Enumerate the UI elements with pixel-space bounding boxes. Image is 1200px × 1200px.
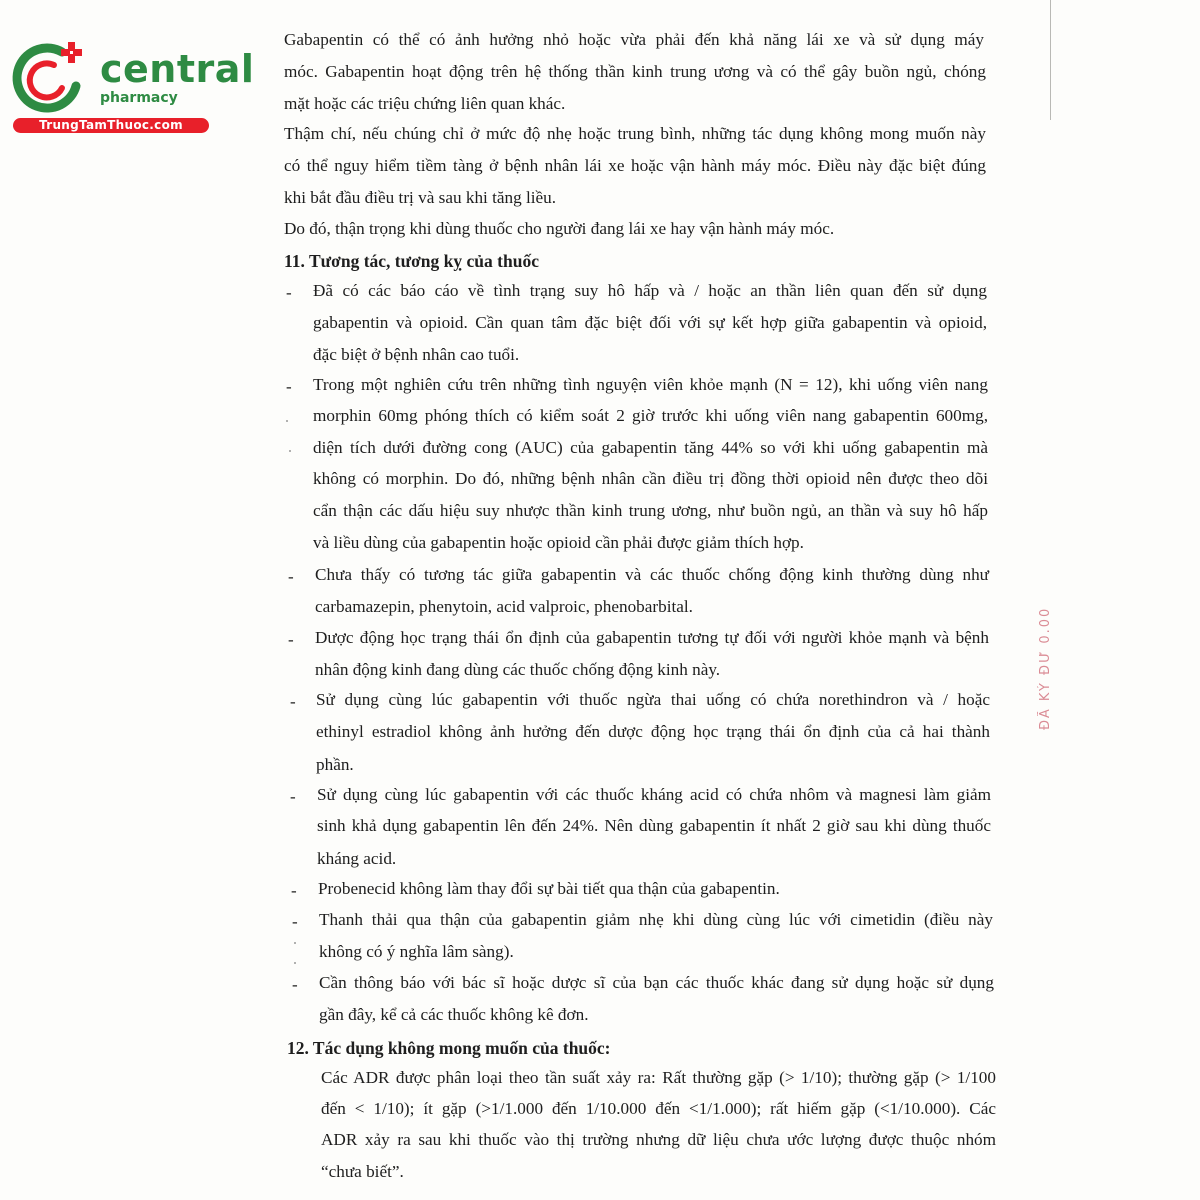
bullet-dash: - xyxy=(288,567,294,586)
adr-line: ADR xảy ra sau khi thuốc vào thị trường nhưng dữ liệu chưa ước lượng được thuộc nhóm xyxy=(321,1130,996,1149)
intro-line: có thể nguy hiểm tiềm tàng ở bệnh nhân lái xe hoặc vận hành máy móc. Điều này đặc biệt đúng xyxy=(284,156,986,175)
interaction-item-line: nhân động kinh đang dùng các thuốc chống động kinh này. xyxy=(315,660,721,679)
adr-line: đến < 1/10); ít gặp (>1/1.000 đến 1/10.000 đến <1/1.000); rất hiếm gặp (<1/10.000). Các xyxy=(321,1099,996,1118)
bullet-dash: - xyxy=(288,630,294,649)
intro-line: móc. Gabapentin hoạt động trên hệ thống thần kinh trung ương và có thể gây buồn ngủ, chóng xyxy=(284,62,986,81)
interaction-item-line: và liều dùng của gabapentin hoặc opioid cần phải được giảm thích hợp. xyxy=(313,533,804,552)
approval-stamp: ĐÃ KÝ ĐƯ 0.00 xyxy=(1038,606,1053,730)
bullet-dash: - xyxy=(291,881,297,900)
intro-line: mặt hoặc các triệu chứng liên quan khác. xyxy=(284,94,566,113)
intro-line: Do đó, thận trọng khi dùng thuốc cho người đang lái xe hay vận hành máy móc. xyxy=(284,219,835,238)
intro-line: Gabapentin có thể có ảnh hưởng nhỏ hoặc vừa phải đến khả năng lái xe và sử dụng máy xyxy=(284,30,984,49)
interaction-item-line: morphin 60mg phóng thích có kiểm soát 2 giờ trước khi uống viên nang gabapentin 600mg, xyxy=(313,406,988,425)
section-11-heading: 11. Tương tác, tương kỵ của thuốc xyxy=(284,251,539,271)
interaction-item-line: cẩn thận các dấu hiệu suy nhược thần kinh trung ương, như buồn ngủ, an thần và suy hô hấp xyxy=(313,501,988,520)
bullet-dash: - xyxy=(290,787,296,806)
interaction-item-line: Trong một nghiên cứu trên những tình nguyện viên khỏe mạnh (N = 12), khi uống viên nang xyxy=(313,375,988,394)
interaction-item-line: Cần thông báo với bác sĩ hoặc dược sĩ của bạn các thuốc khác đang sử dụng hoặc sử dụng xyxy=(319,973,994,992)
interaction-item-line: đặc biệt ở bệnh nhân cao tuổi. xyxy=(313,345,520,364)
interaction-item-line: Probenecid không làm thay đổi sự bài tiết qua thận của gabapentin. xyxy=(318,879,780,898)
section-12-heading: 12. Tác dụng không mong muốn của thuốc: xyxy=(287,1038,611,1058)
interaction-item-line: kháng acid. xyxy=(317,849,397,868)
interaction-item-line: Thanh thải qua thận của gabapentin giảm nhẹ khi dùng cùng lúc với cimetidin (điều này xyxy=(319,910,993,929)
interaction-item-line: Sử dụng cùng lúc gabapentin với thuốc ngừa thai uống có chứa norethindron và / hoặc xyxy=(316,690,990,709)
logo-sub-text: pharmacy xyxy=(100,90,178,106)
scan-speck xyxy=(294,962,296,964)
central-pharmacy-logo xyxy=(10,38,255,138)
intro-line: Thậm chí, nếu chúng chỉ ở mức độ nhẹ hoặc trung bình, những tác dụng không mong muốn này xyxy=(284,124,986,143)
interaction-item-line: gabapentin và opioid. Cần quan tâm đặc biệt đối với sự kết hợp giữa gabapentin và opioid, xyxy=(313,313,987,332)
bullet-dash: - xyxy=(290,692,296,711)
logo-brand-text: central xyxy=(100,47,255,91)
logo-website-badge: TrungTamThuoc.com xyxy=(13,118,209,133)
interaction-item-line: gần đây, kể cả các thuốc không kê đơn. xyxy=(319,1005,589,1024)
interaction-item-line: carbamazepin, phenytoin, acid valproic, phenobarbital. xyxy=(315,597,693,616)
interaction-item-line: Đã có các báo cáo về tình trạng suy hô hấp và / hoặc an thần liên quan đến sử dụng xyxy=(313,281,987,300)
scan-speck xyxy=(286,420,288,422)
bullet-dash: - xyxy=(292,912,298,931)
interaction-item-line: diện tích dưới đường cong (AUC) của gabapentin tăng 44% so với khi uống gabapentin mà xyxy=(313,438,988,457)
page-fold-line xyxy=(1050,0,1051,120)
interaction-item-line: ethinyl estradiol không ảnh hưởng đến dược động học trạng thái ổn định của cả hai thành xyxy=(316,722,990,741)
adr-line: Các ADR được phân loại theo tần suất xảy ra: Rất thường gặp (> 1/10); thường gặp (> 1/100 xyxy=(321,1068,996,1087)
bullet-dash: - xyxy=(286,283,292,302)
interaction-item-line: Chưa thấy có tương tác giữa gabapentin và các thuốc chống động kinh thường dùng như xyxy=(315,565,989,584)
interaction-item-line: không có ý nghĩa lâm sàng). xyxy=(319,942,514,961)
bullet-dash: - xyxy=(292,975,298,994)
scan-speck xyxy=(289,450,291,452)
interaction-item-line: Dược động học trạng thái ổn định của gabapentin tương tự đối với người khỏe mạnh và bệnh xyxy=(315,628,989,647)
interaction-item-line: phần. xyxy=(316,755,354,774)
pharmacy-cross-logo-icon xyxy=(10,38,90,118)
interaction-item-line: sinh khả dụng gabapentin lên đến 24%. Nên dùng gabapentin ít nhất 2 giờ sau khi dùng thuốc xyxy=(317,816,991,835)
interaction-item-line: Sử dụng cùng lúc gabapentin với các thuốc kháng acid có chứa nhôm và magnesi làm giảm xyxy=(317,785,991,804)
intro-line: khi bắt đầu điều trị và sau khi tăng liều. xyxy=(284,188,557,207)
interaction-item-line: không có morphin. Do đó, những bệnh nhân cần điều trị đồng thời opioid nên được theo dõi xyxy=(313,469,988,488)
adr-line: “chưa biết”. xyxy=(321,1162,404,1181)
scan-speck xyxy=(294,942,296,944)
bullet-dash: - xyxy=(286,377,292,396)
